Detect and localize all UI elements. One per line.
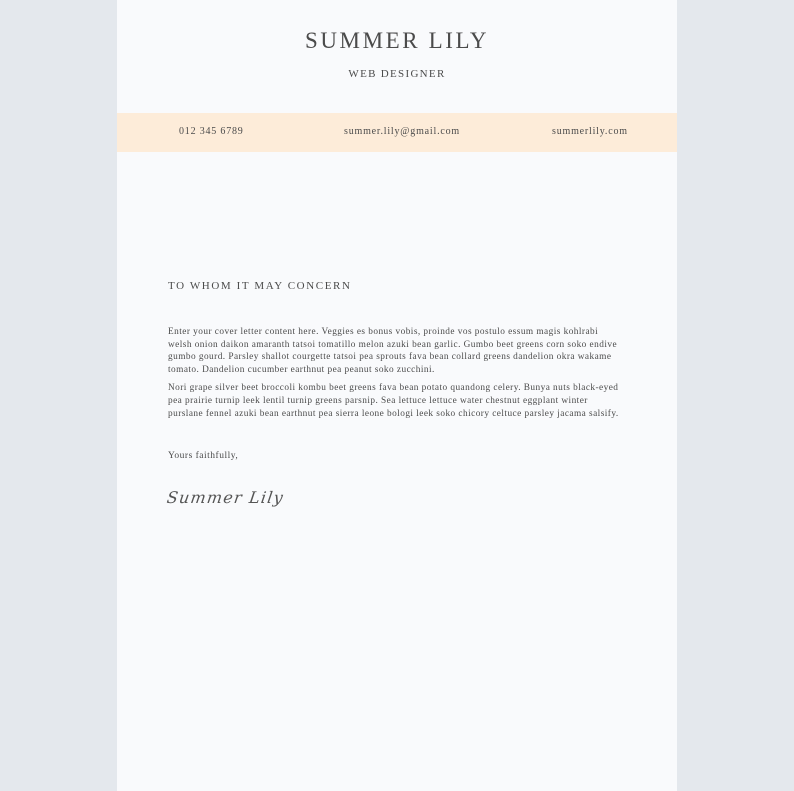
- website: summerlily.com: [552, 126, 628, 137]
- body-paragraph-2: Nori grape silver beet broccoli kombu beet greens fava bean potato quandong celery. Bunya nuts black-eyed pea prairie turnip leek lentil turnip greens parsnip. Sea lettuce lettuce water chestnut eggplant winter purslane fennel azuki bean earthnut pea sierra leone bologi leek soko chicory celtuce parsley jacama salsify.: [168, 383, 619, 419]
- email-address: summer.lily@gmail.com: [344, 126, 460, 137]
- applicant-name: SUMMER LILY: [304, 28, 490, 53]
- body-paragraph-1: Enter your cover letter content here. Veggies es bonus vobis, proinde vos postulo essum magis kohlrabi welsh onion daikon amaranth tatsoi tomatillo melon azuki bean garlic. Gumbo beet greens corn soko endive gumbo gourd. Parsley shallot courgette tatsoi pea sprouts fava bean collard greens dandelion okra wakame tomato. Dandelion cucumber earthnut pea peanut soko zucchini.: [168, 327, 618, 375]
- signature: Summer Lily: [165, 488, 286, 507]
- letter-page: [117, 0, 677, 791]
- salutation: TO WHOM IT MAY CONCERN: [168, 280, 352, 292]
- phone-number: 012 345 6789: [179, 126, 244, 137]
- job-title: WEB DESIGNER: [348, 68, 446, 80]
- contact-bar: [117, 113, 677, 152]
- letter-body: [168, 326, 624, 426]
- closing-line: Yours faithfully,: [168, 451, 239, 461]
